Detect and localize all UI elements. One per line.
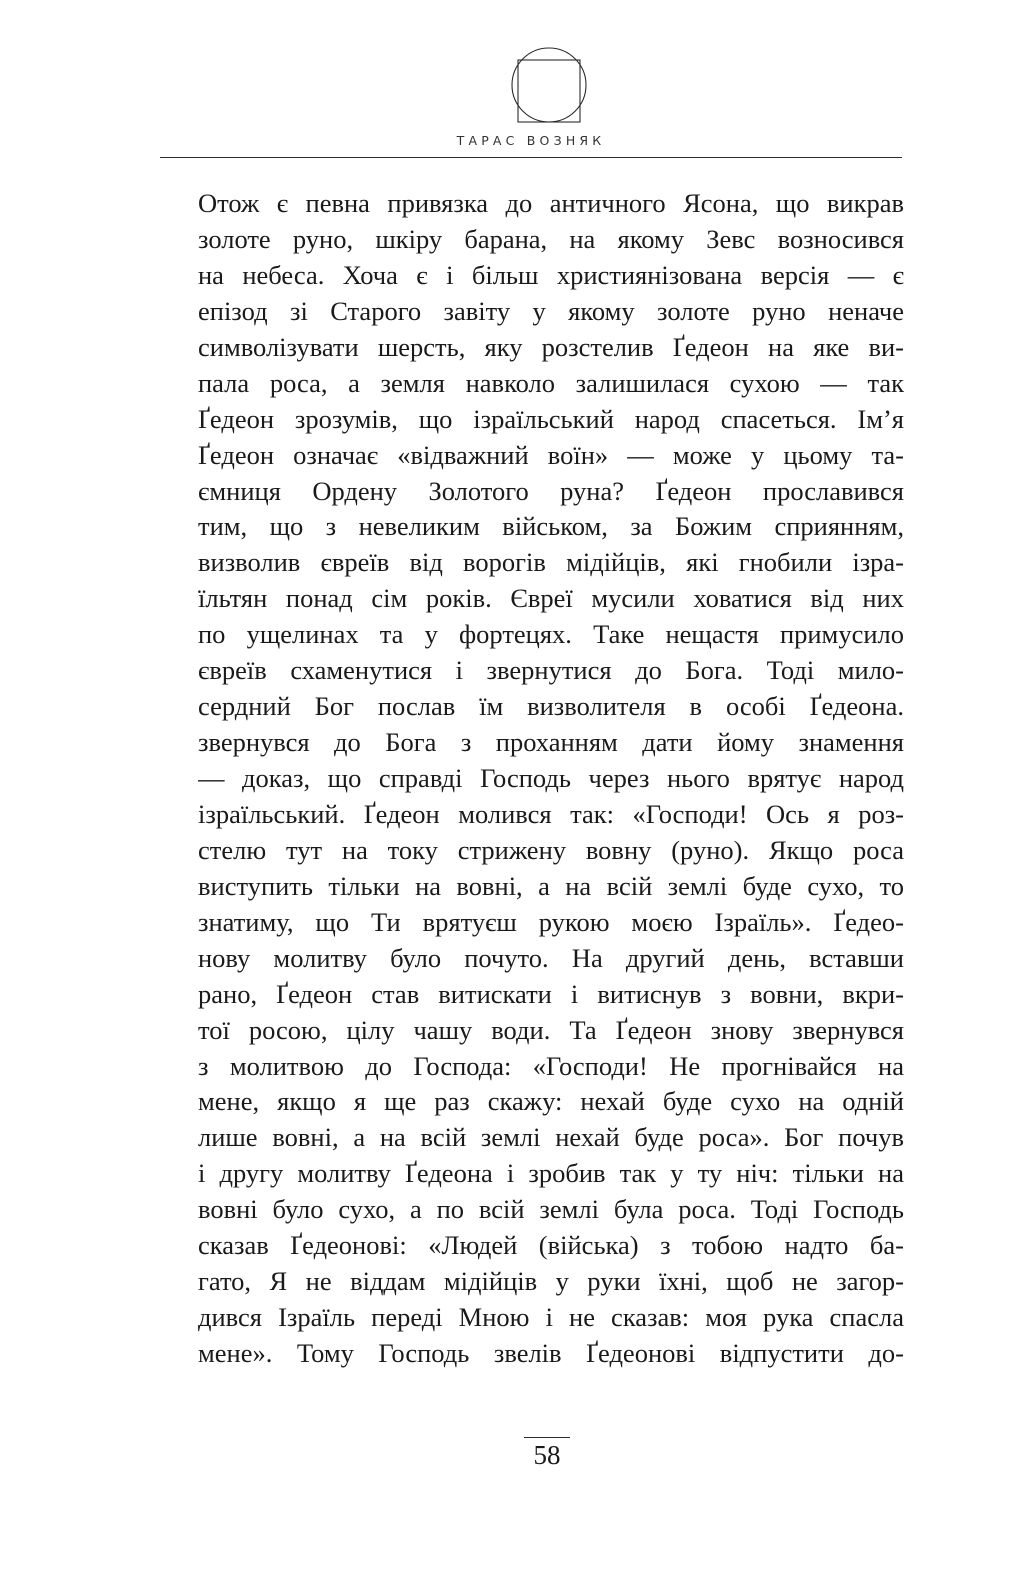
- text-line: символізувати шерсть, яку розстелив Ґедеон на яке ви-: [198, 331, 904, 362]
- text-line: сказав Ґедеонові: «Людей (війська) з тобою надто ба-: [198, 1230, 904, 1261]
- text-line: золоте руно, шкіру барана, на якому Зевс возносився: [198, 223, 904, 254]
- text-line: звернувся до Бога з проханням дати йому знамення: [198, 727, 904, 758]
- text-line: Ґедеон зрозумів, що ізраїльський народ спасеться. Ім’я: [198, 403, 904, 434]
- text-line: ємниця Ордену Золотого руна? Ґедеон прославився: [198, 475, 904, 506]
- text-line: на небеса. Хоча є і більш християнізована версія — є: [198, 259, 904, 290]
- text-line: стелю тут на току стрижену вовну (руно). Якщо роса: [198, 834, 904, 865]
- text-line: тим, що з невеликим військом, за Божим сприянням,: [198, 511, 904, 542]
- text-line: і другу молитву Ґедеона і зробив так у ту ніч: тільки на: [198, 1158, 904, 1189]
- text-line: мене, якщо я ще раз скажу: нехай буде сухо на одній: [198, 1086, 904, 1117]
- text-line: епізод зі Старого завіту у якому золоте руно неначе: [198, 295, 904, 326]
- body-text: [198, 186, 904, 1372]
- text-line: по ущелинах та у фортецях. Таке нещастя примусило: [198, 619, 904, 650]
- text-line: сердний Бог послав їм визволителя в особі Ґедеона.: [198, 691, 904, 722]
- text-line: визволив євреїв від ворогів мідійців, які гнобили ізра-: [198, 547, 904, 578]
- text-line: гато, Я не віддам мідійців у руки їхні, щоб не загор-: [198, 1266, 904, 1297]
- text-line: дився Ізраїль переді Мною і не сказав: моя рука спасла: [198, 1302, 904, 1333]
- text-line: — доказ, що справді Господь через нього врятує народ: [198, 763, 904, 793]
- text-line: Отож є певна привязка до античного Ясона, що викрав: [198, 188, 904, 218]
- text-line: з молитвою до Господа: «Господи! Не прогнівайся на: [198, 1050, 904, 1081]
- text-line: нову молитву було почуто. На другий день, вставши: [198, 942, 904, 973]
- circle-square-emblem-icon: [510, 46, 588, 124]
- text-line: їльтян понад сім років. Євреї мусили ховатися від них: [198, 583, 904, 614]
- text-line: лише вовні, а на всій землі нехай буде роса». Бог почув: [198, 1122, 904, 1153]
- header-divider: [160, 157, 902, 158]
- text-line: ізраїльський. Ґедеон молився так: «Господи! Ось я роз-: [198, 798, 904, 829]
- running-header-title: ТАРАС ВОЗНЯК: [456, 133, 606, 148]
- text-line: тої росою, цілу чашу води. Та Ґедеон знову звернувся: [198, 1014, 904, 1045]
- text-line: виступить тільки на вовні, а на всій землі буде сухо, то: [198, 870, 904, 901]
- text-line: рано, Ґедеон став витискати і витиснув з вовни, вкри-: [198, 978, 904, 1009]
- text-line: вовні було сухо, а по всій землі була роса. Тоді Господь: [198, 1194, 904, 1225]
- text-line: мене». Тому Господь звелів Ґедеонові відпустити до-: [198, 1338, 904, 1368]
- text-line: пала роса, а земля навколо залишилася сухою — так: [198, 367, 904, 398]
- text-line: Ґедеон означає «відважний воїн» — може у цьому та-: [198, 439, 904, 470]
- page-number-rule: [524, 1437, 570, 1438]
- text-line: знатиму, що Ти врятуєш рукою моєю Ізраїль». Ґедео-: [198, 906, 904, 937]
- page-number: 58: [533, 1440, 561, 1470]
- text-line: євреїв схаменутися і звернутися до Бога. Тоді мило-: [198, 655, 904, 686]
